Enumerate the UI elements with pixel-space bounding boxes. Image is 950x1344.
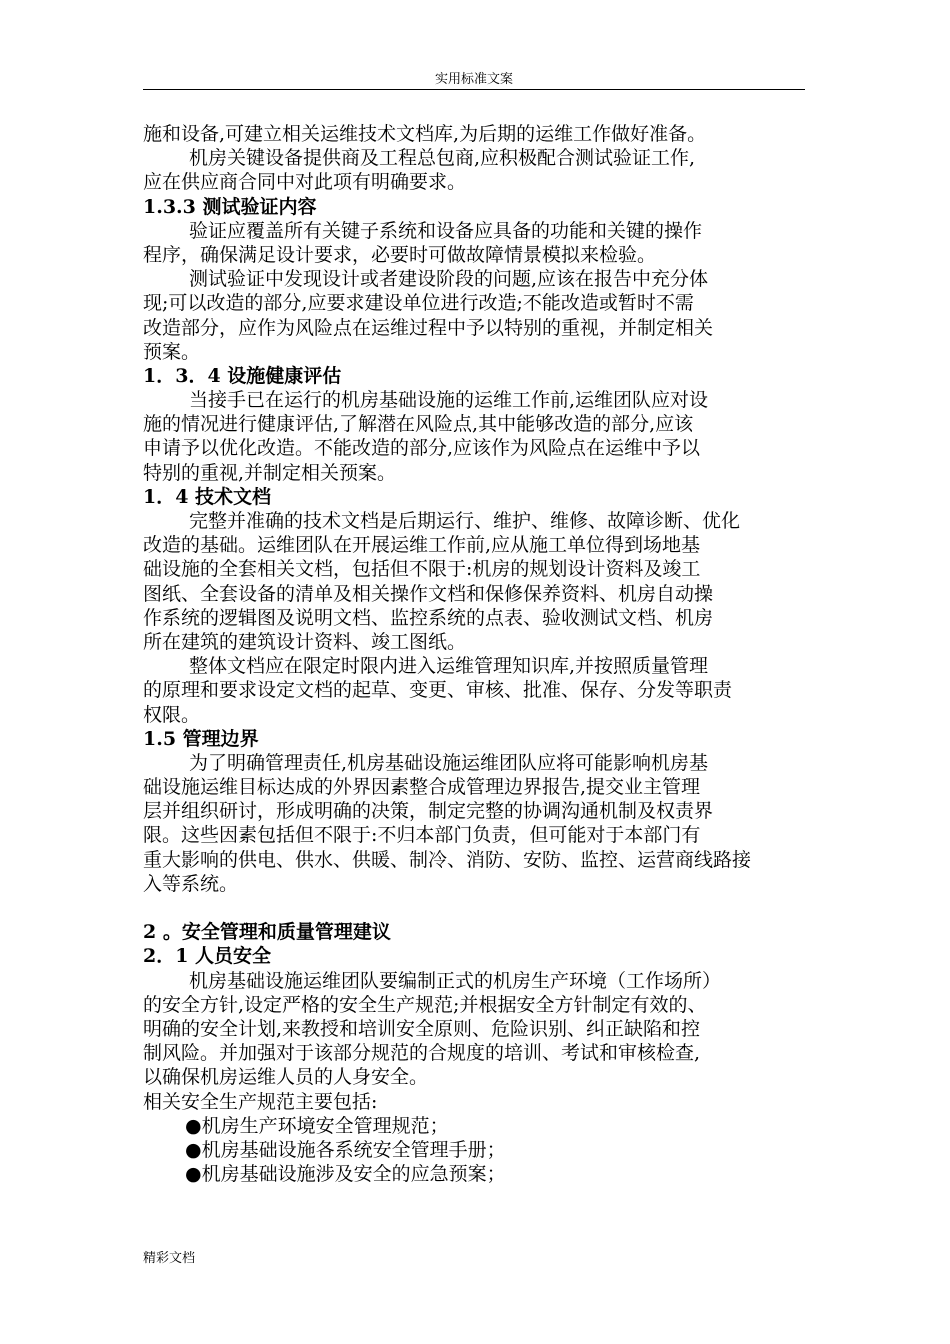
- paragraph-line: 现;可以改造的部分,应要求建设单位进行改造;不能改造或暂时不需: [143, 292, 694, 315]
- paragraph-line: 图纸、全套设备的清单及相关操作文档和保修保养资料、机房自动操: [143, 582, 714, 605]
- paragraph-line: 机房基础设施运维团队要编制正式的机房生产环境（工作场所）: [189, 969, 722, 992]
- page-footer: 精彩文档: [143, 1251, 196, 1266]
- paragraph-line: 础设施运维目标达成的外界因素整合成管理边界报告,提交业主管理: [143, 776, 701, 799]
- paragraph-line: 改造部分，应作为风险点在运维过程中予以特别的重视，并制定相关: [143, 316, 714, 339]
- paragraph-line: 特别的重视,并制定相关预案。: [143, 461, 397, 484]
- paragraph-line: 权限。: [143, 703, 201, 726]
- paragraph-line: 完整并准确的技术文档是后期运行、维护、维修、故障诊断、优化: [189, 510, 741, 532]
- bullet-item: ●机房基础设施各系统安全管理手册；: [185, 1138, 506, 1161]
- paragraph-line: 应在供应商合同中对此项有明确要求。: [143, 171, 467, 194]
- paragraph-line: 整体文档应在限定时限内进入运维管理知识库,并按照质量管理: [189, 655, 709, 678]
- paragraph-line: 础设施的全套相关文档，包括但不限于:机房的规划设计资料及竣工: [143, 558, 701, 581]
- section-heading-2: 2 。安全管理和质量管理建议: [143, 921, 391, 944]
- paragraph-line: 重大影响的供电、供水、供暖、制冷、消防、安防、监控、运营商线路接: [143, 848, 752, 871]
- paragraph-line: 层并组织研讨，形成明确的决策，制定完整的协调沟通机制及权责界: [143, 800, 714, 823]
- document-body: [143, 122, 807, 1186]
- paragraph-line: 验证应覆盖所有关键子系统和设备应具备的功能和关键的操作: [189, 219, 703, 242]
- bullet-item: ●机房生产环境安全管理规范；: [185, 1114, 449, 1137]
- paragraph-line: 限。这些因素包括但不限于:不归本部门负责，但可能对于本部门有: [143, 824, 701, 847]
- paragraph-line: 预案。: [143, 340, 201, 363]
- blank-line: [143, 896, 807, 920]
- paragraph-line: 的原理和要求设定文档的起草、变更、审核、批准、保存、分发等职责: [143, 679, 733, 702]
- paragraph-line: 的安全方针,设定严格的安全生产规范;并根据安全方针制定有效的、: [143, 993, 707, 1016]
- paragraph-line: 入等系统。: [143, 872, 239, 895]
- paragraph-line: 施和设备,可建立相关运维技术文档库,为后期的运维工作做好准备。: [143, 123, 707, 145]
- page-header: 实用标准文案: [434, 72, 513, 87]
- section-heading-1-3-4: 1．3．4 设施健康评估: [143, 364, 342, 387]
- section-heading-1-4: 1．4 技术文档: [143, 485, 272, 508]
- bullet-item: ●机房基础设施涉及安全的应急预案；: [185, 1163, 506, 1186]
- paragraph-line: 明确的安全计划,来教授和培训安全原则、危险识别、纠正缺陷和控: [143, 1017, 701, 1040]
- header-divider: [143, 89, 805, 90]
- paragraph-line: 相关安全生产规范主要包括:: [143, 1090, 378, 1113]
- paragraph-line: 机房关键设备提供商及工程总包商,应积极配合测试验证工作,: [189, 147, 696, 170]
- paragraph-line: 制风险。并加强对于该部分规范的合规度的培训、考试和审核检查,: [143, 1042, 701, 1065]
- section-heading-2-1: 2．1 人员安全: [143, 945, 272, 968]
- paragraph-line: 程序，确保满足设计要求，必要时可做故障情景模拟来检验。: [143, 243, 657, 266]
- paragraph-line: 申请予以优化改造。不能改造的部分,应该作为风险点在运维中予以: [143, 437, 701, 460]
- paragraph-line: 以确保机房运维人员的人身安全。: [143, 1066, 429, 1089]
- paragraph-line: 所在建筑的建筑设计资料、竣工图纸。: [143, 630, 467, 653]
- paragraph-line: 测试验证中发现设计或者建设阶段的问题,应该在报告中充分体: [189, 268, 709, 291]
- paragraph-line: 作系统的逻辑图及说明文档、监控系统的点表、验收测试文档、机房: [143, 606, 714, 629]
- paragraph-line: 改造的基础。运维团队在开展运维工作前,应从施工单位得到场地基: [143, 534, 701, 557]
- section-heading-1-3-3: 1.3.3 测试验证内容: [143, 195, 317, 218]
- section-heading-1-5: 1.5 管理边界: [143, 727, 259, 750]
- paragraph-line: 施的情况进行健康评估,了解潜在风险点,其中能够改造的部分,应该: [143, 413, 694, 436]
- paragraph-line: 为了明确管理责任,机房基础设施运维团队应将可能影响机房基: [189, 751, 709, 774]
- paragraph-line: 当接手已在运行的机房基础设施的运维工作前,运维团队应对设: [189, 389, 709, 412]
